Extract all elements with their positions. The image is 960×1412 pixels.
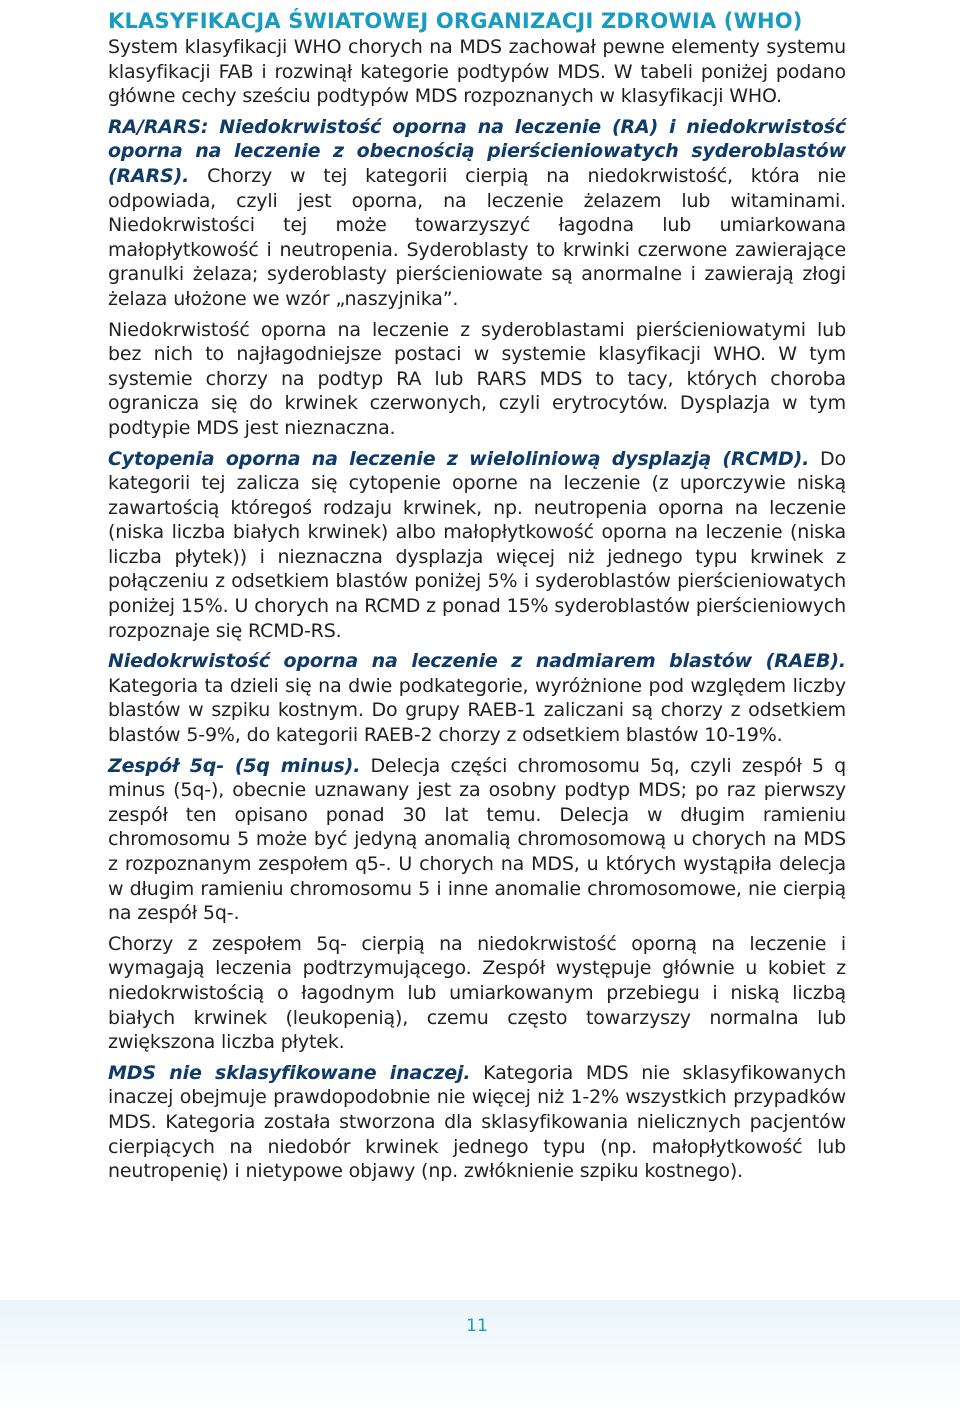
paragraph-mds-nos: [108, 1061, 846, 1184]
intro-paragraph: System klasyfikacji WHO chorych na MDS zachował pewne elementy systemu klasyfikacji FAB i rozwinął kategorie podtypów MDS. W tabeli poniżej podano główne cechy sześciu podtypów MDS rozpoznanych w klasyfikacji WHO.: [108, 36, 846, 108]
paragraph-5q-minus: [108, 754, 846, 926]
paragraph-body: Delecja części chromosomu 5q, czyli zespół 5 q minus (5q-), obecnie uznawany jest za osobny podtyp MDS; po raz pierwszy zespół ten opisano ponad 30 lat temu. Delecja w długim ramieniu chromosomu 5 może być jedyną anomalią chromosomową u chorych na MDS z rozpoznanym zespołem q5-. U chorych na MDS, u których wystąpiła delecja w długim ramieniu chromosomu 5 i inne anomalie chromosomowe, nie cierpią na zespół 5q-.: [108, 754, 846, 925]
paragraph-lead: Cytopenia oporna na leczenie z wieloliniową dysplazją (RCMD).: [108, 447, 810, 470]
paragraph-body: Chorzy w tej kategorii cierpią na niedokrwistość, która nie odpowiada, czyli jest oporna, na leczenie żelazem lub witaminami. Niedokrwistości tej może towarzyszyć łagodna lub umiarkowana małopłytkowość i neutropenia. Syderoblasty to krwinki czerwone zawierające granulki żelaza; syderoblasty pierścieniowate są anormalne i zawierają złogi żelaza ułożone we wzór „naszyjnika”.: [108, 164, 846, 310]
paragraph-body: Do kategorii tej zalicza się cytopenie oporne na leczenie (z uporczywie niską zawartością któregoś rodzaju krwinek, np. neutropenia oporna na leczenie (niska liczba białych krwinek) albo małopłytkowość oporna na leczenie (niska liczba płytek)) i nieznaczna dysplazja więcej niż jednego typu krwinek z połączeniu z odsetkiem blastów poniżej 5% i syderoblastów pierścieniowatych poniżej 15%. U chorych na RCMD z ponad 15% syderoblastów pierścieniowych rozpoznaje się RCMD-RS.: [108, 447, 846, 642]
paragraph-rcmd: [108, 447, 846, 644]
paragraph-5q-symptoms: [108, 932, 846, 1055]
section-heading: KLASYFIKACJA ŚWIATOWEJ ORGANIZACJI ZDROWIA (WHO): [108, 9, 803, 33]
page-number: 11: [466, 1316, 488, 1336]
paragraph-ra-summary: [108, 318, 846, 441]
paragraph-body: Kategoria MDS nie sklasyfikowanych inaczej obejmuje prawdopodobnie nie więcej niż 1-2% wszystkich przypadków MDS. Kategoria została stworzona dla sklasyfikowania nielicznych pacjentów cierpiących na niedobór krwinek jednego typu (np. małopłytkowość lub neutropenię) i nietypowe objawy (np. zwłóknienie szpiku kostnego).: [108, 1061, 846, 1183]
document-page: [108, 8, 846, 1190]
paragraph-lead: MDS nie sklasyfikowane inaczej.: [108, 1061, 471, 1084]
paragraph-body: Niedokrwistość oporna na leczenie z syderoblastami pierścieniowatymi lub bez nich to najłagodniejsze postaci w systemie klasyfikacji WHO. W tym systemie chorzy na podtyp RA lub RARS MDS to tacy, których choroba ogranicza się do krwinek czerwonych, czyli erytrocytów. Dysplazja w tym podtypie MDS jest nieznaczna.: [108, 318, 846, 439]
paragraph-raeb: [108, 649, 846, 747]
paragraph-lead: RA/RARS: Niedokrwistość oporna na leczenie (RA) i niedokrwistość oporna na leczenie z obecnością pierścieniowatych syderoblastów (RARS).: [108, 115, 846, 187]
paragraph-body: Chorzy z zespołem 5q- cierpią na niedokrwistość oporną na leczenie i wymagają leczenia podtrzymującego. Zespół występuje głównie u kobiet z niedokrwistością o łagodnym lub umiarkowanym przebiegu i niską liczbą białych krwinek (leukopenią), czemu często towarzyszy normalna lub zwiększona liczba płytek.: [108, 932, 846, 1054]
paragraph-lead: Niedokrwistość oporna na leczenie z nadmiarem blastów (RAEB).: [108, 650, 846, 673]
paragraph-body: Kategoria ta dzieli się na dwie podkategorie, wyróżnione pod względem liczby blastów w szpiku kostnym. Do grupy RAEB-1 zaliczani są chorzy z odsetkiem blastów 5-9%, do kategorii RAEB-2 chorzy z odsetkiem blastów 10-19%.: [108, 674, 846, 747]
paragraph-lead: Zespół 5q- (5q minus).: [108, 754, 361, 777]
paragraph-ra-rars: [108, 115, 846, 312]
